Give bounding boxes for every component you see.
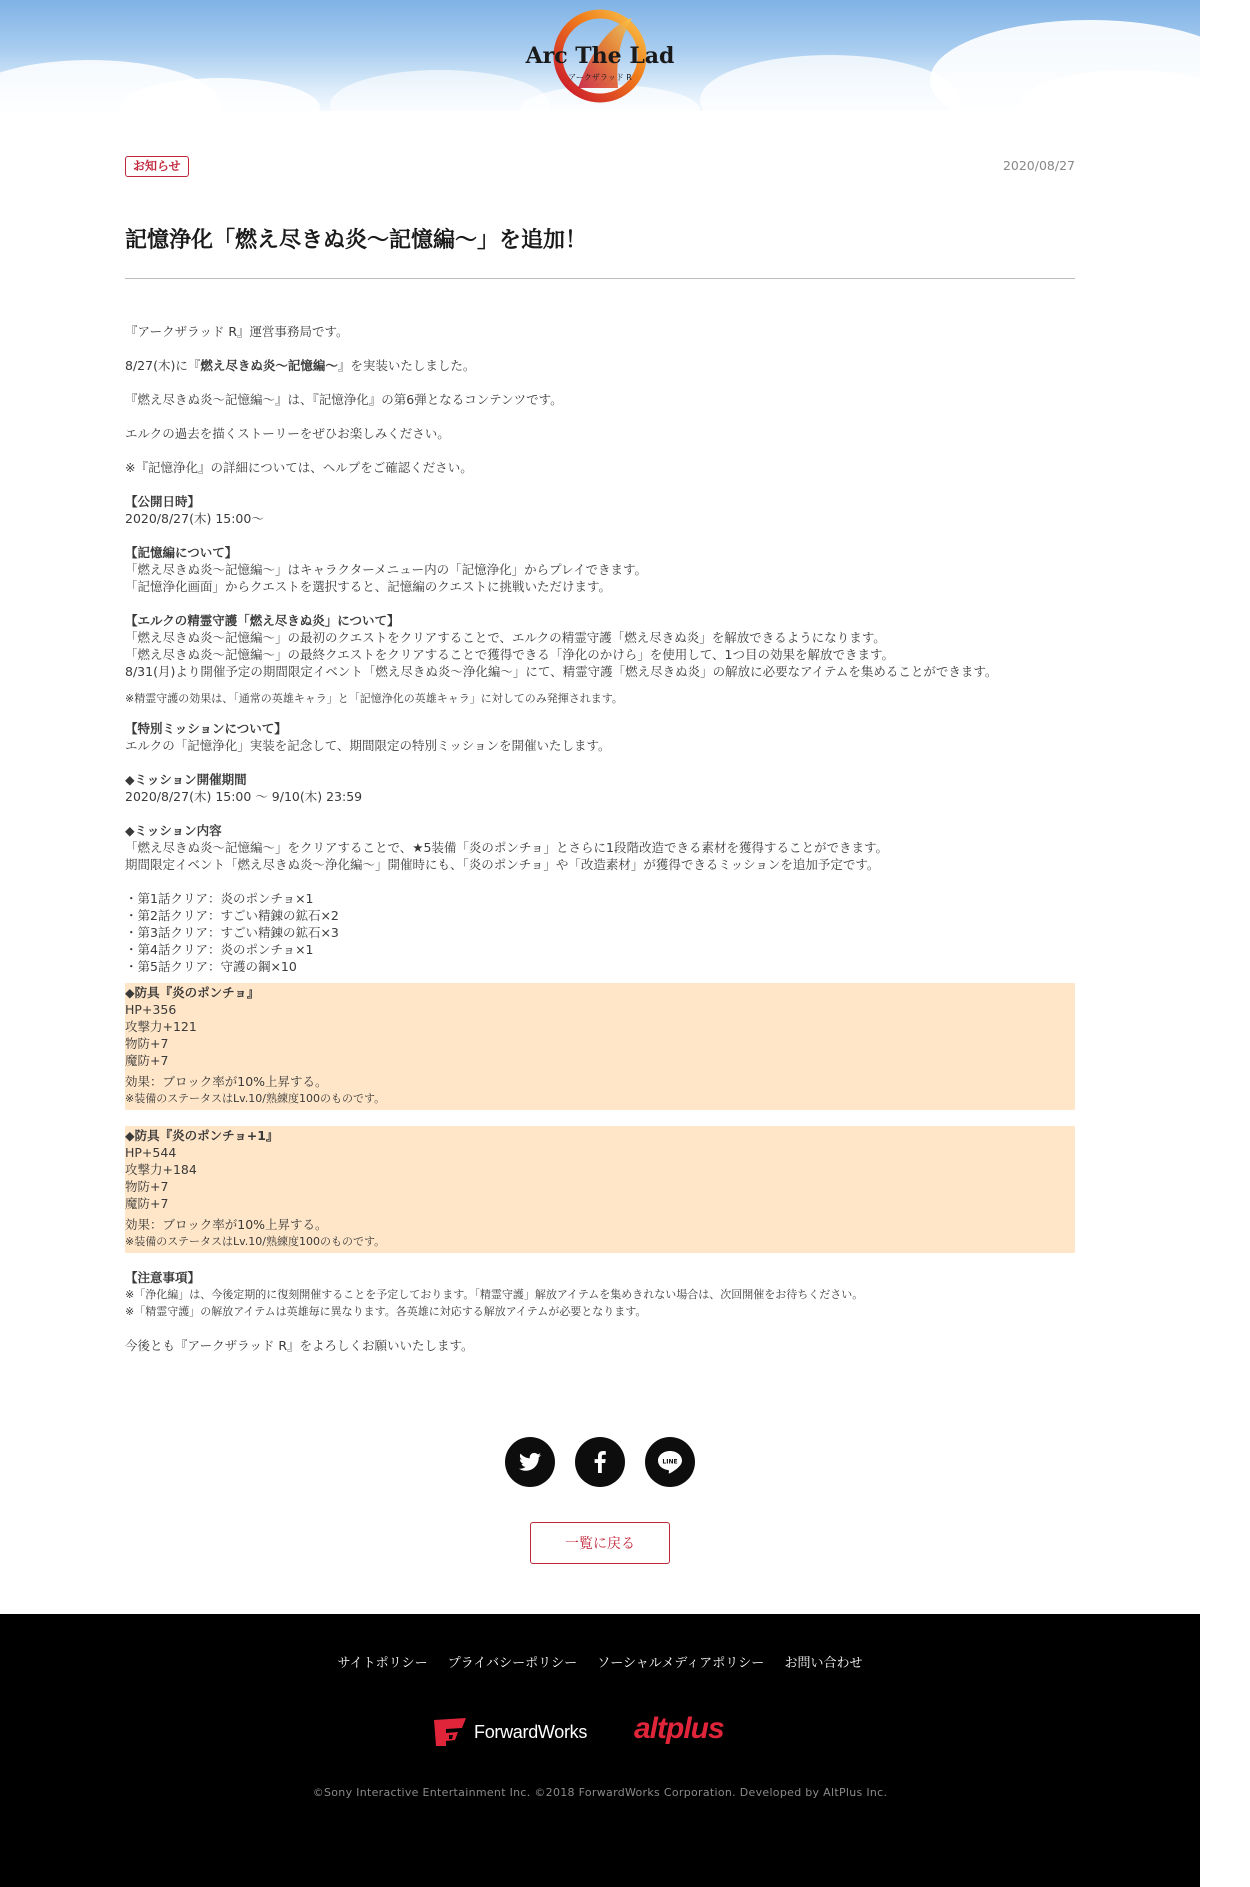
equipment-note: ※装備のステータスはLv.10/熟練度100のものです。	[125, 1235, 386, 1248]
caution-line: ※「浄化編」は、今後定期的に復刻開催することを予定しております。「精霊守護」解放アイテムを集めきれない場合は、次回開催をお待ちください。	[125, 1288, 864, 1301]
site-header	[0, 0, 1200, 111]
equipment-stat: 魔防+7	[125, 1053, 169, 1068]
equipment-name: ◆防具『炎のポンチョ』	[125, 985, 260, 1000]
forwardworks-logo[interactable]	[432, 1716, 587, 1748]
arc-the-lad-logo[interactable]	[525, 8, 675, 104]
body-line: 「燃え尽きぬ炎〜記憶編〜」の最終クエストをクリアすることで獲得できる「浄化のかけら」を使用して、1つ目の効果を解放できます。	[125, 647, 894, 662]
body-line: 「燃え尽きぬ炎〜記憶編〜」の最初のクエストをクリアすることで、エルクの精霊守護「燃え尽きぬ炎」を解放できるようになります。	[125, 630, 886, 645]
equipment-effect: 効果：ブロック率が10%上昇する。	[125, 1217, 328, 1232]
altplus-logo[interactable]: altplus	[634, 1712, 724, 1745]
footer-link-privacy-policy[interactable]: プライバシーポリシー	[447, 1656, 578, 1671]
svg-text:Arc The Lad: Arc The Lad	[525, 43, 675, 69]
footer-link-social-media-policy[interactable]: ソーシャルメディアポリシー	[597, 1656, 765, 1671]
closing-line: 今後とも『アークザラッド R』をよろしくお願いいたします。	[125, 1338, 474, 1353]
article-body	[125, 323, 1075, 1354]
equipment-stat: 物防+7	[125, 1179, 169, 1194]
reward-item: ・第3話クリア：すごい精錬の鉱石×3	[125, 925, 339, 940]
twitter-share-button[interactable]	[505, 1437, 555, 1487]
forwardworks-mark-icon	[432, 1716, 468, 1748]
copyright: ©Sony Interactive Entertainment Inc. ©2018 ForwardWorks Corporation. Developed by AltPlus Inc.	[312, 1786, 888, 1799]
intro-line: 『アークザラッド R』運営事務局です。	[125, 324, 349, 339]
caution-line: ※「精霊守護」の解放アイテムは英雄毎に異なります。各英雄に対応する解放アイテムが必要となります。	[125, 1305, 647, 1318]
equipment-stat: HP+544	[125, 1145, 177, 1160]
section-heading: 【注意事項】	[125, 1270, 201, 1285]
equipment-box	[125, 983, 1075, 1110]
body-line: 「燃え尽きぬ炎〜記憶編〜」はキャラクターメニュー内の「記憶浄化」からプレイできます。	[125, 562, 648, 577]
body-line: 「記憶浄化画面」からクエストを選択すると、記憶編のクエストに挑戦いただけます。	[125, 579, 612, 594]
section-heading: 【公開日時】	[125, 494, 201, 509]
reward-item: ・第1話クリア：炎のポンチョ×1	[125, 891, 314, 906]
section-heading: 【エルクの精霊守護「燃え尽きぬ炎」について】	[125, 613, 400, 628]
equipment-stat: HP+356	[125, 1002, 177, 1017]
equipment-stat: 攻撃力+121	[125, 1019, 197, 1034]
post-date: 2020/08/27	[1002, 158, 1075, 173]
sub-heading: ◆ミッション開催期間	[125, 772, 247, 787]
equipment-note: ※装備のステータスはLv.10/熟練度100のものです。	[125, 1092, 386, 1105]
reward-item: ・第5話クリア：守護の鋼×10	[125, 959, 297, 974]
title-divider	[125, 278, 1075, 279]
intro-text: 8/27(木)に『	[125, 358, 201, 373]
forwardworks-wordmark: ForwardWorks	[474, 1721, 588, 1742]
reward-item: ・第4話クリア：炎のポンチョ×1	[125, 942, 314, 957]
equipment-effect: 効果：ブロック率が10%上昇する。	[125, 1074, 328, 1089]
category-badge: お知らせ	[125, 156, 189, 177]
footer-link-site-policy[interactable]: サイトポリシー	[337, 1656, 428, 1671]
body-line: エルクの「記憶浄化」実装を記念して、期間限定の特別ミッションを開催いたします。	[125, 738, 611, 753]
line-share-button[interactable]	[645, 1437, 695, 1487]
equipment-stat: 魔防+7	[125, 1196, 169, 1211]
site-footer	[0, 1614, 1200, 1887]
equipment-name: ◆防具『炎のポンチョ+1』	[125, 1128, 279, 1143]
mission-period: 2020/8/27(木) 15:00 〜 9/10(木) 23:59	[125, 789, 363, 804]
footer-links	[0, 1652, 1200, 1671]
facebook-icon	[594, 1451, 606, 1473]
equipment-stat: 物防+7	[125, 1036, 169, 1051]
svg-text:LINE: LINE	[662, 1458, 678, 1466]
line-icon	[657, 1450, 683, 1474]
facebook-share-button[interactable]	[575, 1437, 625, 1487]
footer-link-contact[interactable]: お問い合わせ	[784, 1656, 863, 1671]
equipment-box	[125, 1126, 1075, 1253]
equipment-stat: 攻撃力+184	[125, 1162, 197, 1177]
intro-line: ※『記憶浄化』の詳細については、ヘルプをご確認ください。	[125, 460, 473, 475]
intro-line: 『燃え尽きぬ炎〜記憶編〜』は、『記憶浄化』の第6弾となるコンテンツです。	[125, 392, 563, 407]
page-title: 記憶浄化「燃え尽きぬ炎〜記憶編〜」を追加！	[125, 228, 588, 253]
reward-item: ・第2話クリア：すごい精錬の鉱石×2	[125, 908, 339, 923]
twitter-icon	[519, 1452, 541, 1472]
section-heading: 【記憶編について】	[125, 545, 238, 560]
body-line: 「燃え尽きぬ炎〜記憶編〜」をクリアすることで、★5装備「炎のポンチョ」とさらに1段階改造できる素材を獲得することができます。	[125, 840, 888, 855]
content-name: 燃え尽きぬ炎〜記憶編〜	[200, 358, 338, 373]
intro-line: エルクの過去を描くストーリーをぜひお楽しみください。	[125, 426, 450, 441]
back-to-list-button[interactable]: 一覧に戻る	[530, 1522, 670, 1564]
section-heading: 【特別ミッションについて】	[125, 721, 287, 736]
note-line: ※精霊守護の効果は、「通常の英雄キャラ」と「記憶浄化の英雄キャラ」に対してのみ発揮されます。	[125, 692, 623, 705]
svg-text:アークザラッド R: アークザラッド R	[568, 73, 632, 82]
body-line: 8/31(月)より開催予定の期間限定イベント「燃え尽きぬ炎〜浄化編〜」にて、精霊守護「燃え尽きぬ炎」の解放に必要なアイテムを集めることができます。	[125, 664, 998, 679]
body-line: 期間限定イベント「燃え尽きぬ炎〜浄化編〜」開催時にも、「炎のポンチョ」や「改造素材」が獲得できるミッションを追加予定です。	[125, 857, 880, 872]
intro-text: 』を実装いたしました。	[337, 358, 476, 373]
sub-heading: ◆ミッション内容	[125, 823, 222, 838]
intro-line	[125, 357, 1075, 374]
release-date: 2020/8/27(木) 15:00〜	[125, 511, 264, 526]
